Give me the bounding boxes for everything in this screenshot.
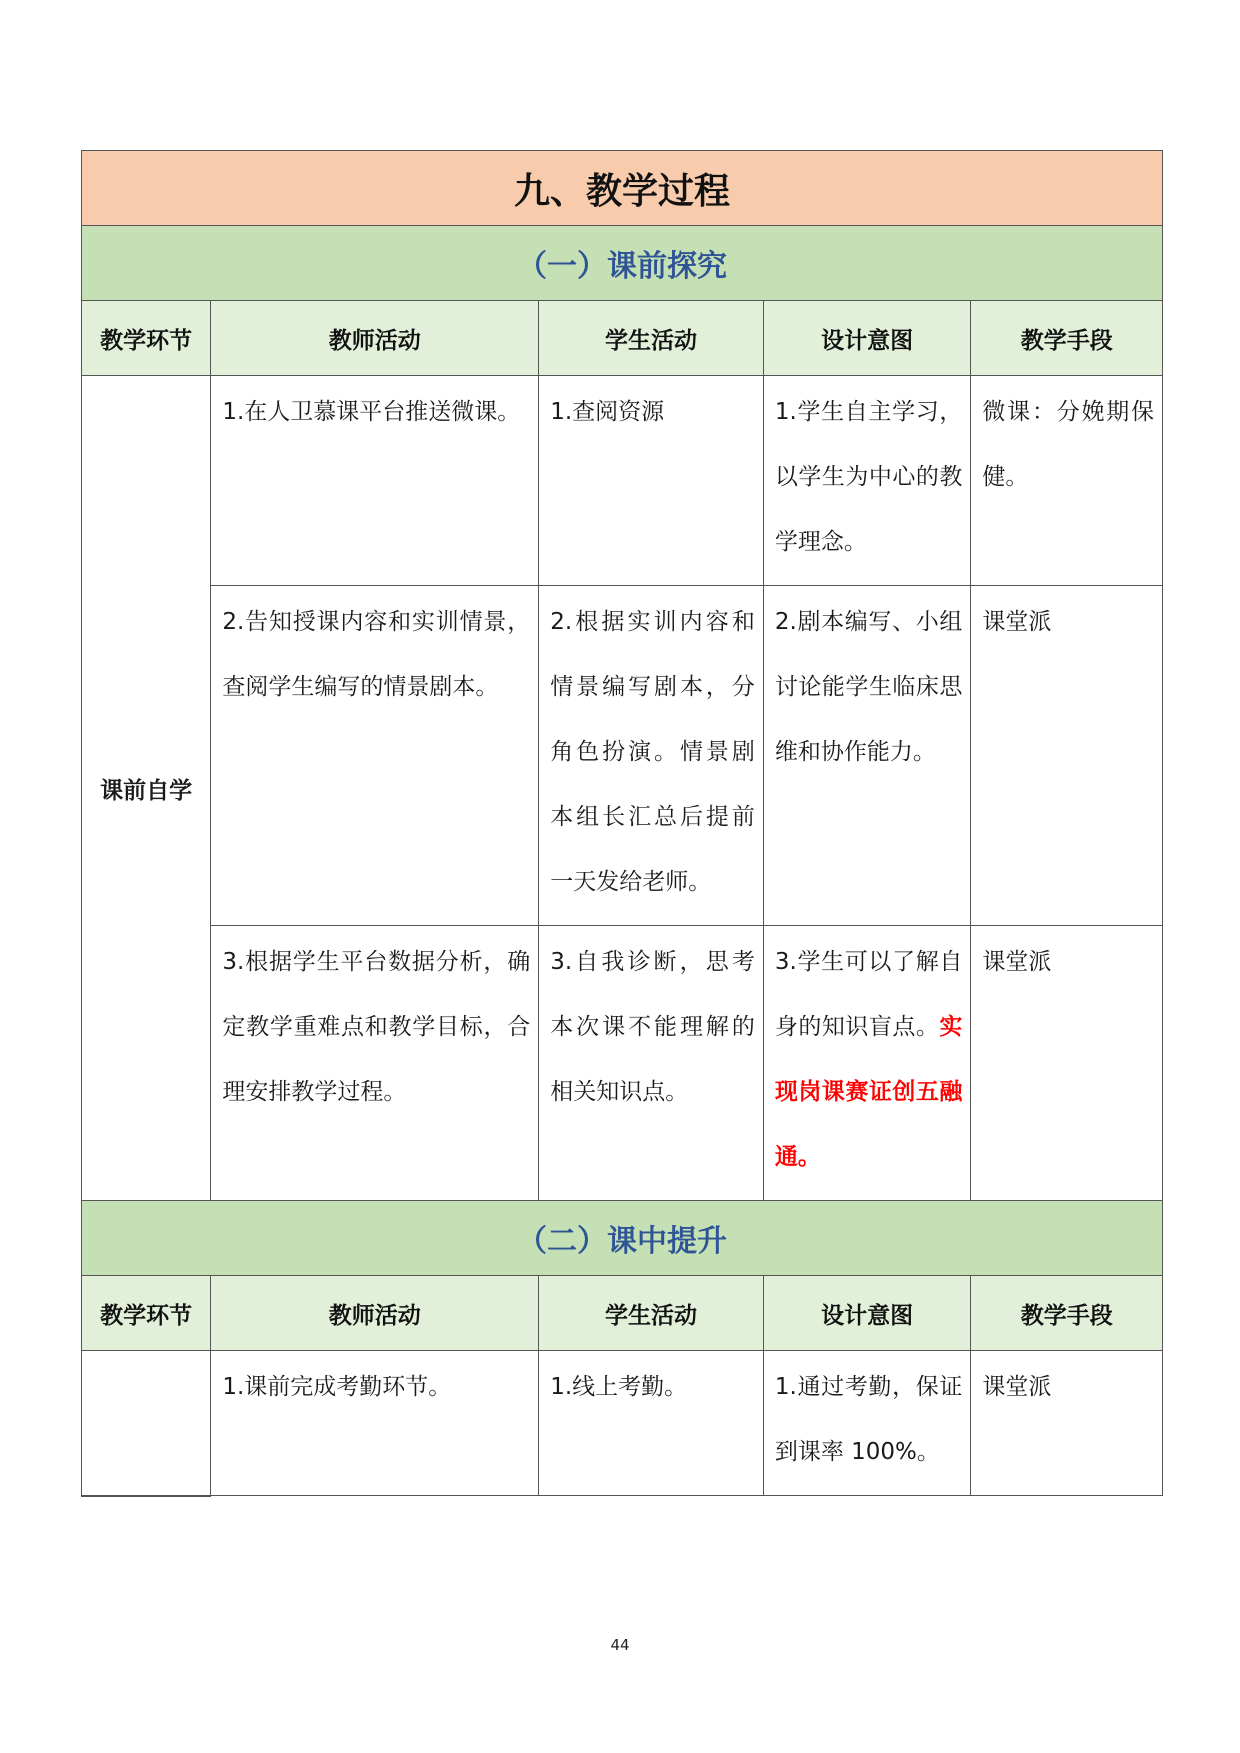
stage-cell-in-class bbox=[82, 1351, 211, 1496]
header-teacher-activity: 教师活动 bbox=[211, 301, 539, 376]
header-student-activity: 学生活动 bbox=[539, 1276, 764, 1351]
page-number: 44 bbox=[610, 1636, 630, 1654]
table-row bbox=[82, 376, 1163, 586]
student-activity-cell bbox=[539, 1351, 764, 1496]
teacher-activity-text: 3.根据学生平台数据分析，确定教学重难点和教学目标，合理安排教学过程。 bbox=[222, 949, 531, 1105]
header-design-intent: 设计意图 bbox=[763, 1276, 971, 1351]
teaching-means-cell bbox=[971, 1351, 1163, 1496]
header-teacher-activity: 教师活动 bbox=[211, 1276, 539, 1351]
design-intent-highlight: 实现岗课赛证创五融通。 bbox=[774, 1014, 963, 1170]
design-intent-cell bbox=[763, 376, 971, 586]
teacher-activity-text: 2.告知授课内容和实训情景，查阅学生编写的情景剧本。 bbox=[222, 609, 531, 700]
page-title: 九、教学过程 bbox=[82, 151, 1163, 226]
student-activity-cell bbox=[539, 376, 764, 586]
teacher-activity-text: 1.课前完成考勤环节。 bbox=[222, 1374, 452, 1400]
student-activity-cell bbox=[539, 926, 764, 1201]
table-row bbox=[82, 926, 1163, 1201]
header-student-activity: 学生活动 bbox=[539, 301, 764, 376]
header-teaching-means: 教学手段 bbox=[971, 1276, 1163, 1351]
table-row bbox=[82, 1351, 1163, 1496]
student-activity-cell bbox=[539, 586, 764, 926]
teacher-activity-cell bbox=[211, 1351, 539, 1496]
section-title-pre-class: （一）课前探究 bbox=[82, 226, 1163, 301]
header-teaching-means: 教学手段 bbox=[971, 301, 1163, 376]
teaching-means-cell bbox=[971, 376, 1163, 586]
teaching-means-cell bbox=[971, 926, 1163, 1201]
design-intent-plain: 3.学生可以了解自身的知识盲点。 bbox=[774, 949, 963, 1040]
student-activity-text: 3.自我诊断，思考本次课不能理解的相关知识点。 bbox=[550, 949, 755, 1105]
teacher-activity-cell bbox=[211, 376, 539, 586]
teaching-means-text: 课堂派 bbox=[982, 949, 1052, 975]
design-intent-cell bbox=[763, 926, 971, 1201]
student-activity-text: 2.根据实训内容和情景编写剧本，分角色扮演。情景剧本组长汇总后提前一天发给老师。 bbox=[550, 609, 755, 895]
section-title-in-class: （二）课中提升 bbox=[82, 1201, 1163, 1276]
teacher-activity-cell bbox=[211, 586, 539, 926]
teaching-means-text: 课堂派 bbox=[982, 1374, 1052, 1400]
design-intent-text: 2.剧本编写、小组讨论能学生临床思维和协作能力。 bbox=[774, 609, 963, 765]
table-row bbox=[82, 586, 1163, 926]
teaching-means-text: 微课：分娩期保健。 bbox=[982, 399, 1154, 490]
header-teaching-stage: 教学环节 bbox=[82, 1276, 211, 1351]
student-activity-text: 1.线上考勤。 bbox=[550, 1374, 688, 1400]
header-design-intent: 设计意图 bbox=[763, 301, 971, 376]
design-intent-cell bbox=[763, 1351, 971, 1496]
teaching-means-text: 课堂派 bbox=[982, 609, 1052, 635]
teacher-activity-text: 1.在人卫慕课平台推送微课。 bbox=[222, 399, 521, 425]
design-intent-cell bbox=[763, 586, 971, 926]
teacher-activity-cell bbox=[211, 926, 539, 1201]
design-intent-text: 1.学生自主学习，以学生为中心的教学理念。 bbox=[774, 399, 963, 555]
header-teaching-stage: 教学环节 bbox=[82, 301, 211, 376]
student-activity-text: 1.查阅资源 bbox=[550, 399, 665, 425]
stage-cell-self-study: 课前自学 bbox=[82, 376, 211, 1201]
design-intent-text bbox=[764, 926, 971, 1200]
teaching-process-table bbox=[81, 150, 1163, 1497]
design-intent-text: 1.通过考勤，保证到课率 100%。 bbox=[774, 1374, 963, 1465]
teaching-means-cell bbox=[971, 586, 1163, 926]
